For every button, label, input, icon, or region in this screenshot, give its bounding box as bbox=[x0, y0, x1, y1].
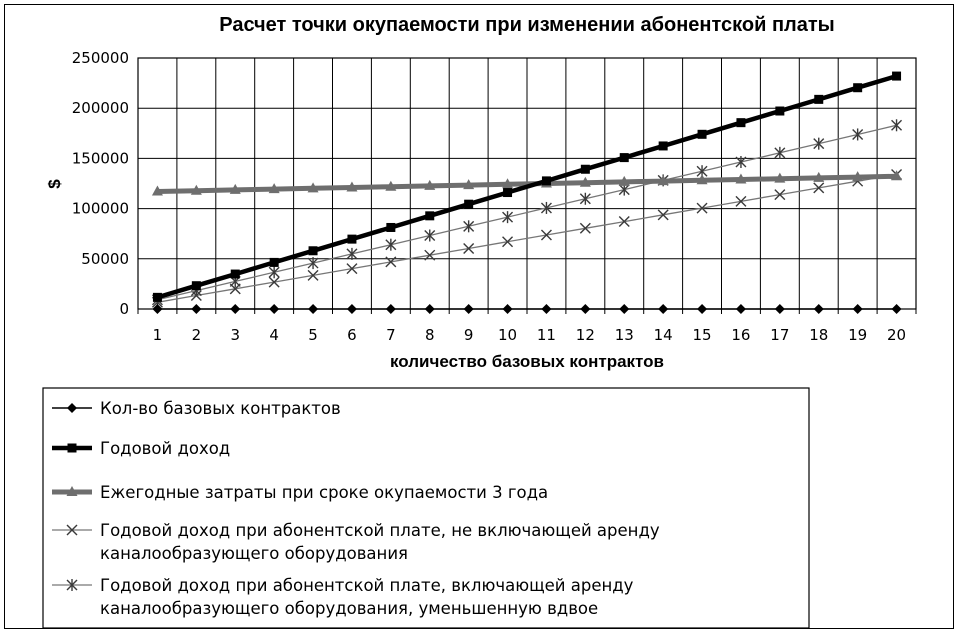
y-tick-label: 0 bbox=[119, 300, 129, 318]
y-tick-label: 250000 bbox=[71, 49, 129, 67]
data-point bbox=[464, 200, 473, 209]
y-tick-label: 150000 bbox=[71, 149, 129, 168]
legend-label: Годовой доход при абонентской плате, включающей аренду bbox=[100, 576, 634, 595]
data-point bbox=[736, 118, 745, 127]
x-tick-label: 12 bbox=[575, 326, 595, 344]
data-point bbox=[503, 188, 512, 197]
data-point bbox=[270, 258, 279, 267]
legend-label: Годовой доход bbox=[100, 439, 231, 458]
x-tick-label: 2 bbox=[191, 326, 202, 344]
plot-area bbox=[72, 49, 916, 344]
legend-label: Кол-во базовых контрактов bbox=[100, 399, 341, 418]
x-tick-label: 4 bbox=[269, 326, 279, 344]
legend-label: каналообразующего оборудования, уменьшенную вдвое bbox=[100, 599, 599, 618]
data-point bbox=[192, 281, 201, 290]
legend-marker bbox=[68, 444, 77, 453]
legend-label: Ежегодные затраты при сроке окупаемости 3 года bbox=[100, 483, 549, 502]
data-point bbox=[309, 246, 318, 255]
data-point bbox=[347, 235, 356, 244]
x-tick-label: 6 bbox=[347, 326, 357, 344]
data-point bbox=[775, 107, 784, 116]
legend-entry-3 bbox=[52, 483, 548, 502]
x-tick-label: 17 bbox=[770, 326, 790, 344]
y-axis-label: $ bbox=[45, 179, 64, 189]
data-point bbox=[581, 165, 590, 174]
data-point bbox=[386, 223, 395, 232]
data-point bbox=[425, 211, 434, 220]
y-tick-label: 50000 bbox=[81, 249, 129, 268]
x-tick-label: 8 bbox=[424, 326, 435, 344]
y-tick-label: 200000 bbox=[71, 99, 129, 118]
data-point bbox=[231, 270, 240, 279]
data-point bbox=[892, 72, 901, 81]
data-point bbox=[542, 176, 551, 185]
x-tick-label: 3 bbox=[230, 326, 241, 344]
x-tick-label: 15 bbox=[692, 326, 712, 344]
x-tick-label: 1 bbox=[152, 326, 163, 344]
data-point bbox=[814, 95, 823, 104]
data-point bbox=[853, 83, 862, 92]
x-tick-label: 10 bbox=[498, 326, 518, 344]
legend-label: каналообразующего оборудования bbox=[100, 544, 408, 563]
legend bbox=[43, 388, 809, 628]
data-point bbox=[698, 130, 707, 139]
y-tick-label: 100000 bbox=[71, 199, 129, 218]
data-point bbox=[153, 293, 162, 302]
x-tick-label: 5 bbox=[308, 326, 318, 344]
x-tick-label: 11 bbox=[536, 326, 556, 344]
x-axis-label: количество базовых контрактов bbox=[390, 352, 664, 371]
x-tick-label: 20 bbox=[887, 326, 907, 344]
chart-title: Расчет точки окупаемости при изменении абонентской платы bbox=[219, 14, 835, 36]
legend-label: Годовой доход при абонентской плате, не включающей аренду bbox=[100, 521, 660, 540]
x-tick-label: 14 bbox=[653, 326, 673, 344]
x-tick-label: 7 bbox=[386, 326, 396, 344]
x-tick-label: 13 bbox=[614, 326, 634, 344]
data-point bbox=[620, 153, 629, 162]
x-tick-label: 18 bbox=[809, 326, 829, 344]
x-tick-label: 9 bbox=[463, 326, 474, 344]
x-tick-label: 19 bbox=[848, 326, 868, 344]
x-tick-label: 16 bbox=[731, 326, 751, 344]
data-point bbox=[659, 141, 668, 150]
